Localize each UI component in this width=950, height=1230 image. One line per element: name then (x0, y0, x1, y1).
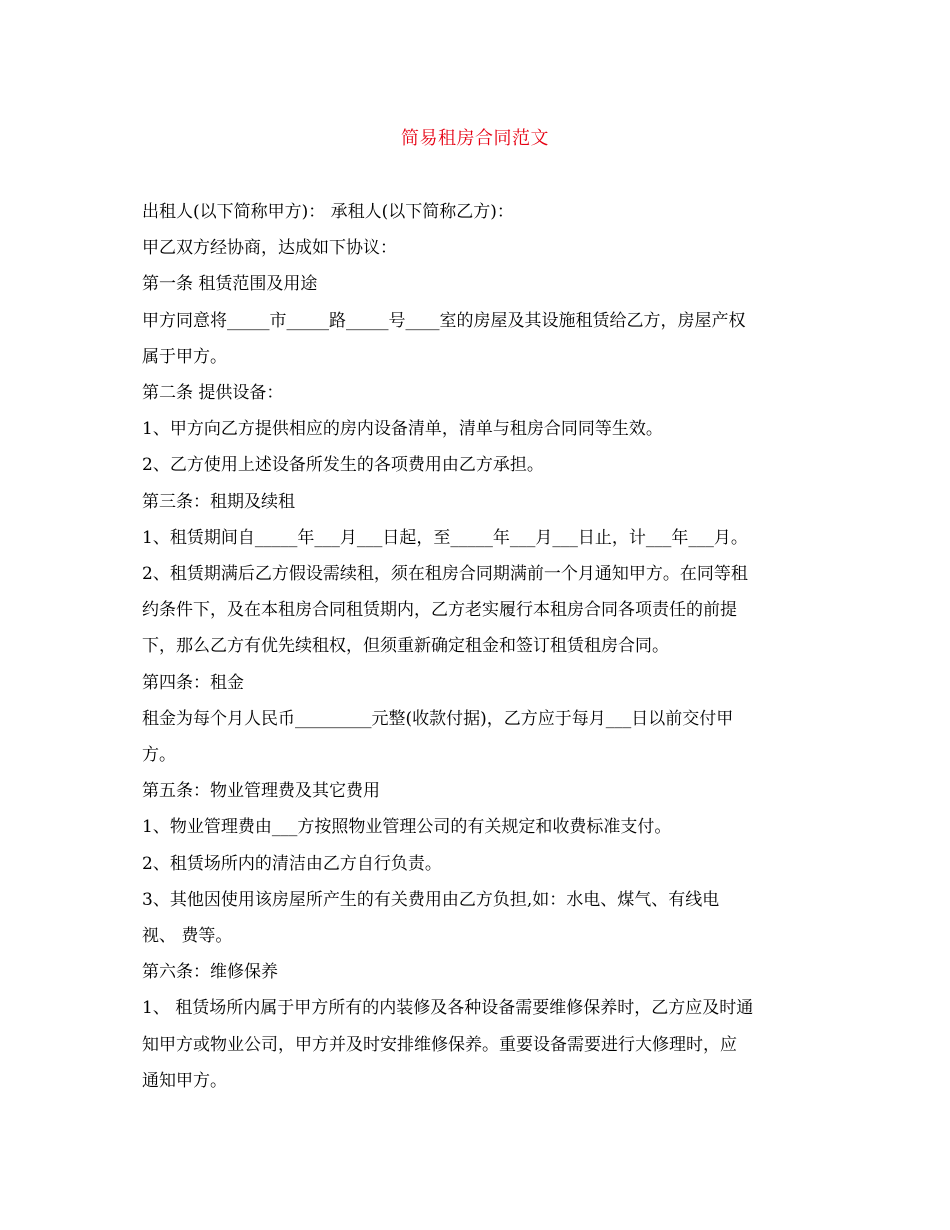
section-heading: 第四条：租金 (142, 672, 244, 693)
section-heading: 第五条：物业管理费及其它费用 (142, 781, 380, 802)
text-line: 通知甲方。 (142, 1070, 227, 1091)
text-line: 视、 费等。 (142, 926, 233, 947)
section-heading: 第二条 提供设备： (142, 383, 284, 404)
document-body (142, 194, 817, 1099)
text-line: 1、物业管理费由___方按照物业管理公司的有关规定和收费标准支付。 (142, 817, 672, 838)
text-line: 约条件下，及在本租房合同租赁期内，乙方老实履行本租房合同各项责任的前提 (142, 600, 737, 621)
section-heading: 第三条：租期及续租 (142, 491, 295, 512)
text-line: 知甲方或物业公司，甲方并及时安排维修保养。重要设备需要进行大修理时，应 (142, 1034, 737, 1055)
text-line: 方。 (142, 745, 176, 766)
document-title: 简易租房合同范文 (401, 128, 549, 149)
text-line: 2、租赁场所内的清洁由乙方自行负责。 (142, 853, 442, 874)
text-line: 1、甲方向乙方提供相应的房内设备清单，清单与租房合同同等生效。 (142, 419, 663, 440)
text-line: 2、租赁期满后乙方假设需续租，须在租房合同期满前一个月通知甲方。在同等租 (142, 564, 748, 585)
text-line: 2、乙方使用上述设备所发生的各项费用由乙方承担。 (142, 455, 544, 476)
text-line: 甲乙双方经协商，达成如下协议： (142, 238, 397, 259)
text-line: 租金为每个月人民币_________元整(收款付据)，乙方应于每月___日以前交付甲 (142, 708, 734, 729)
text-line: 1、 租赁场所内属于甲方所有的内装修及各种设备需要维修保养时，乙方应及时通 (142, 998, 754, 1019)
text-line: 3、其他因使用该房屋所产生的有关费用由乙方负担,如：水电、煤气、有线电 (142, 889, 720, 910)
text-line: 甲方同意将_____市_____路_____号____室的房屋及其设施租赁给乙方，房屋产权 (142, 310, 746, 331)
text-line: 属于甲方。 (142, 346, 227, 367)
section-heading: 第一条 租赁范围及用途 (142, 274, 318, 295)
text-line: 1、租赁期间自_____年___月___日起，至_____年___月___日止，计___年___月。 (142, 527, 748, 548)
text-line: 出租人(以下简称甲方)： 承租人(以下简称乙方)： (142, 202, 514, 222)
text-line: 下，那么乙方有优先续租权，但须重新确定租金和签订租赁租房合同。 (142, 636, 669, 657)
section-heading: 第六条：维修保养 (142, 962, 278, 983)
